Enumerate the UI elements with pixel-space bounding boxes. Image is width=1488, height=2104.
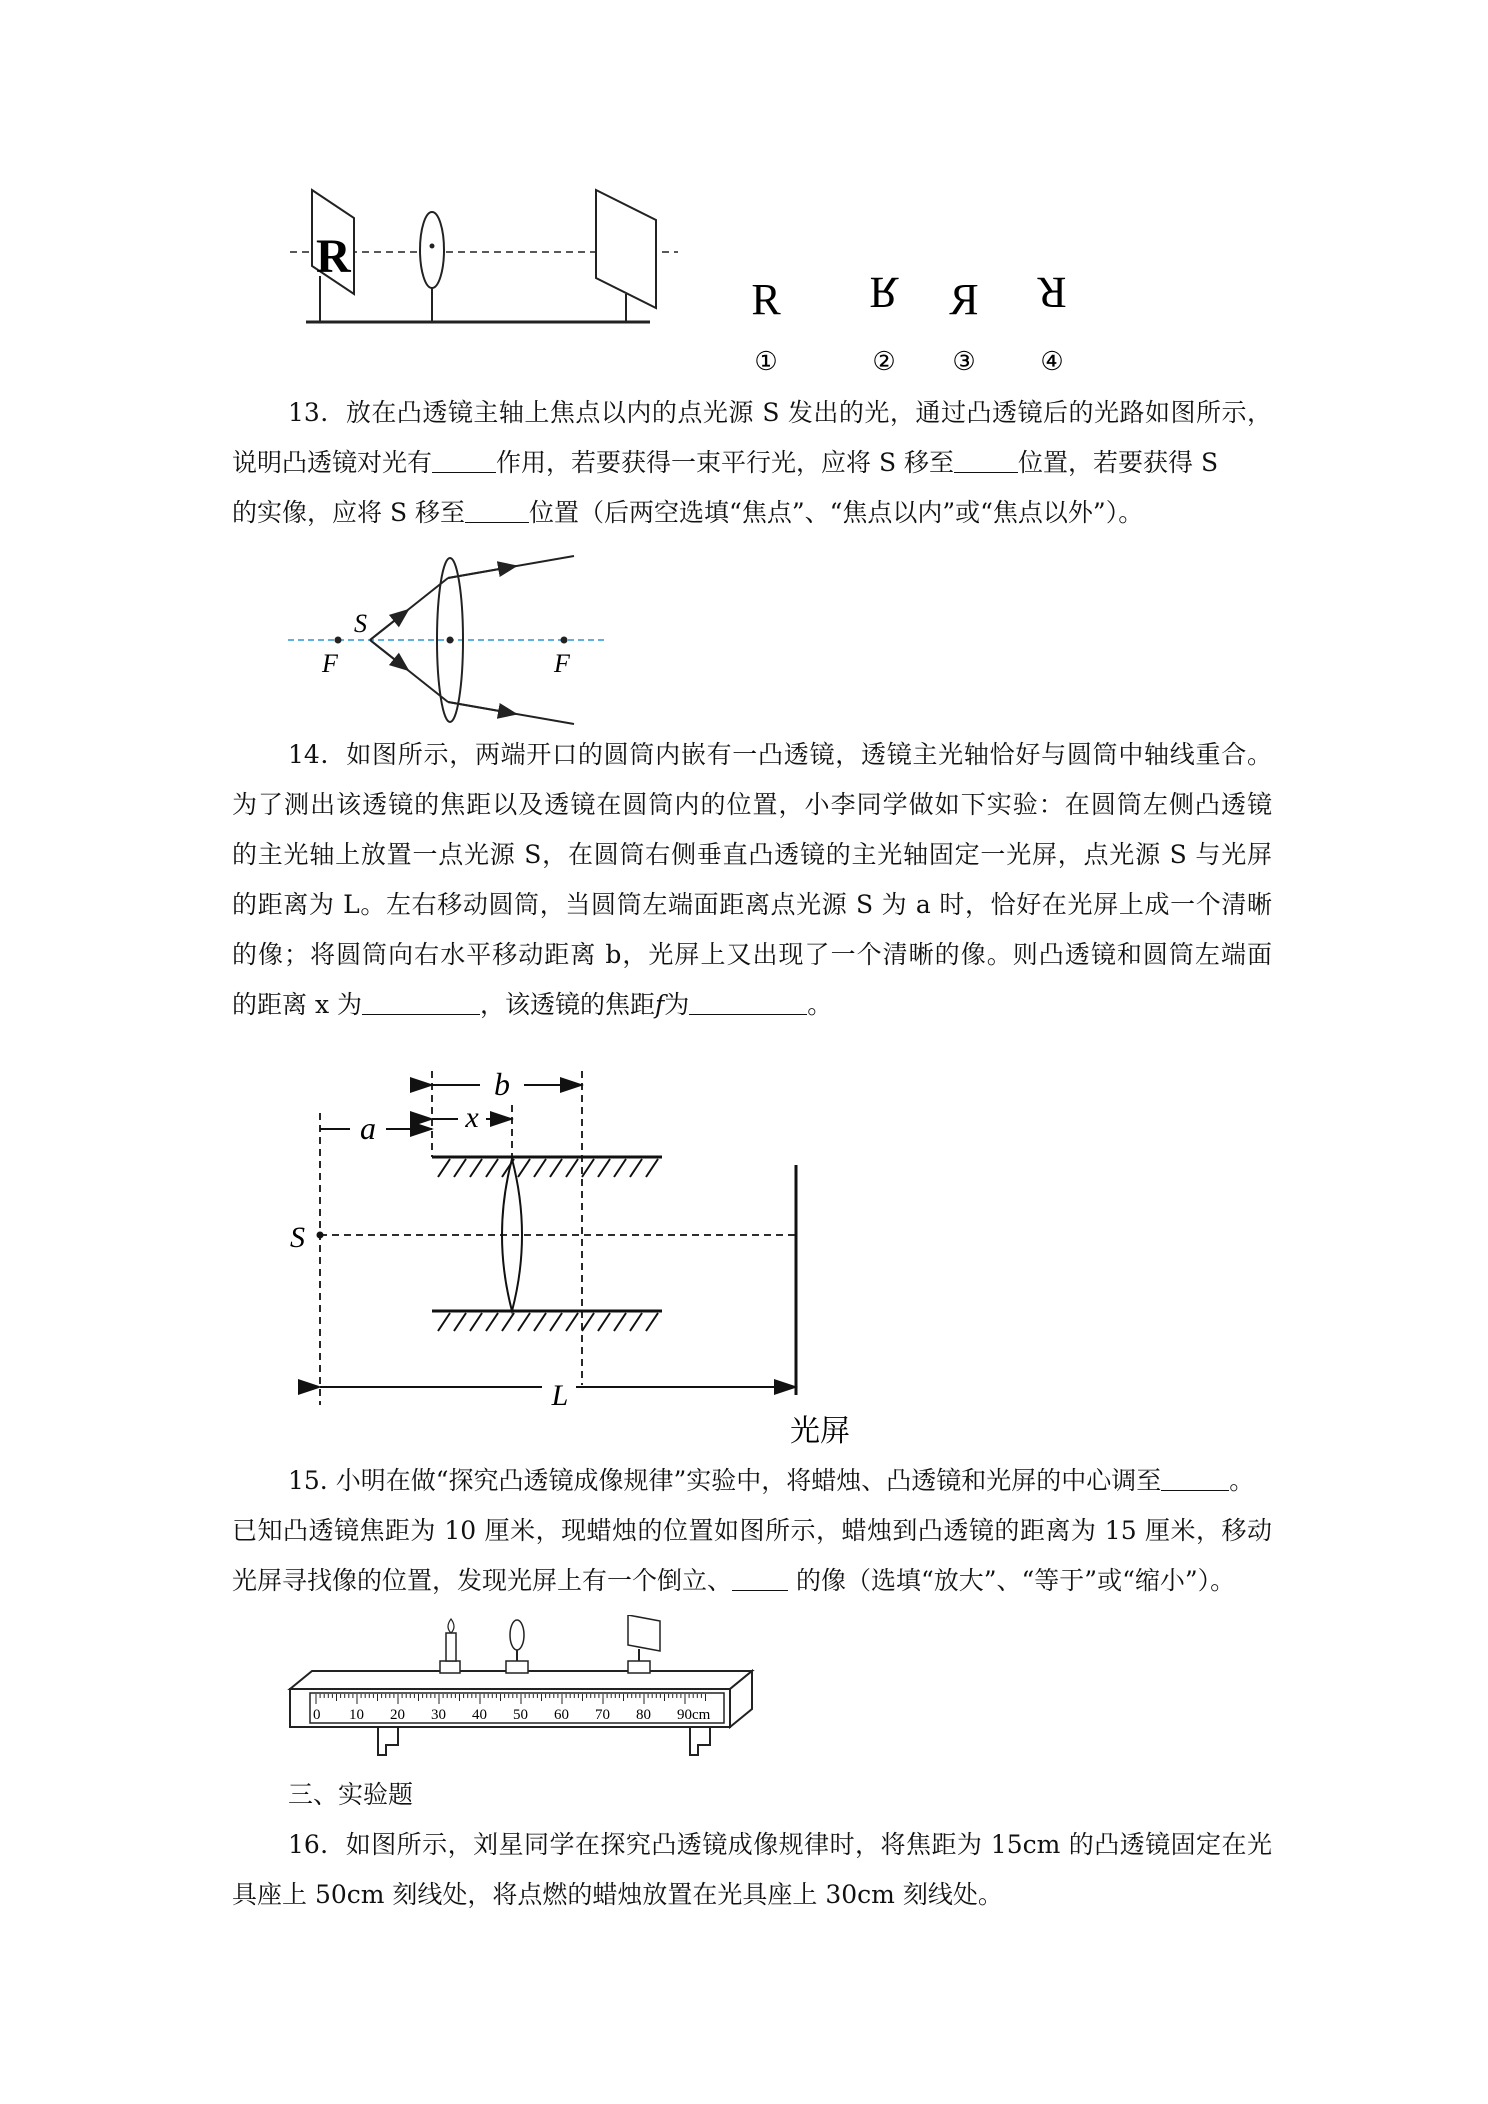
option-1-glyph: R	[751, 275, 781, 324]
q16-line-1: 16．如图所示，刘星同学在探究凸透镜成像规律时，将焦距为 15cm 的凸透镜固定在光	[288, 1830, 1272, 1859]
q13-line-1: 13．放在凸透镜主轴上焦点以内的点光源 S 发出的光，通过凸透镜后的光路如图所示，	[288, 398, 1272, 427]
option-4-glyph: R	[1037, 268, 1067, 317]
q14-line-1: 14．如图所示，两端开口的圆筒内嵌有一凸透镜，透镜主光轴恰好与圆筒中轴线重合。	[288, 740, 1272, 769]
option-3-label: ③	[952, 347, 976, 376]
q14-label-x: x	[465, 1101, 479, 1134]
q14-label-s: S	[290, 1221, 305, 1254]
option-1-label: ①	[754, 347, 778, 376]
q14-label-screen: 光屏	[790, 1415, 850, 1445]
image-options-figure	[730, 262, 1090, 382]
q15-text: 15. 小明在做“探究凸透镜成像规律”实验中，将蜡烛、凸透镜和光屏的中心调至	[288, 1466, 1162, 1495]
q15-text: 的像（选填“放大”、“等于”或“缩小”）。	[788, 1566, 1236, 1595]
q14-text: 的距离 x 为	[232, 990, 362, 1019]
option-4-label: ④	[1040, 347, 1064, 376]
ruler-label: 50	[513, 1707, 528, 1723]
ruler-label: 80	[636, 1707, 651, 1723]
q13-blank-3[interactable]	[465, 496, 529, 523]
q15-blank-1[interactable]	[1161, 1464, 1229, 1491]
q13-line-2	[232, 438, 1272, 488]
ruler-label: 70	[595, 1707, 610, 1723]
q14-line-2: 为了测出该透镜的焦距以及透镜在圆筒内的位置，小李同学做如下实验：在圆筒左侧凸透镜	[232, 790, 1272, 819]
object-letter: R	[316, 230, 351, 283]
q15-text: 。	[1229, 1466, 1255, 1495]
question-15	[232, 1456, 1272, 1606]
q13-blank-1[interactable]	[432, 446, 496, 473]
q14-text: ，该透镜的焦距	[480, 990, 656, 1019]
q14-blank-x[interactable]	[362, 988, 480, 1015]
q16-line-2: 具座上 50cm 刻线处，将点燃的蜡烛放置在光具座上 30cm 刻线处。	[232, 1880, 1003, 1909]
q14-text: 。	[807, 990, 833, 1019]
q13-text: 作用，若要获得一束平行光，应将 S 移至	[496, 448, 955, 477]
option-2	[869, 268, 899, 376]
ruler-label: 90cm	[677, 1707, 711, 1723]
ruler-label: 40	[472, 1707, 487, 1723]
q14-label-b: b	[494, 1066, 510, 1102]
option-2-label: ②	[872, 347, 896, 376]
q13-lens-diagram	[282, 550, 612, 730]
q15-line-1	[232, 1456, 1272, 1506]
q14-line-6	[232, 980, 1272, 1030]
q15-line-2: 已知凸透镜焦距为 10 厘米，现蜡烛的位置如图所示，蜡烛到凸透镜的距离为 15 厘米，移动	[232, 1516, 1272, 1545]
q14-tube-diagram	[280, 1055, 860, 1445]
q15-blank-2[interactable]	[732, 1564, 788, 1591]
ruler-label: 20	[390, 1707, 405, 1723]
q15-optical-bench	[286, 1615, 756, 1765]
ruler-label: 30	[431, 1707, 446, 1723]
option-3	[949, 275, 979, 376]
option-1	[751, 275, 781, 376]
question-16	[232, 1820, 1272, 1920]
q13-label-f-left: F	[322, 649, 338, 678]
q13-label-s: S	[354, 609, 367, 638]
q14-blank-f[interactable]	[689, 988, 807, 1015]
q13-text: 位置（后两空选填“焦点”、“焦点以内”或“焦点以外”）。	[529, 498, 1144, 527]
q14-line-4: 的距离为 L。左右移动圆筒，当圆筒左端面距离点光源 S 为 a 时，恰好在光屏上成一个清晰	[232, 890, 1272, 919]
q14-label-l: L	[551, 1379, 569, 1412]
q13-label-f-right: F	[554, 649, 570, 678]
ruler-label: 60	[554, 1707, 569, 1723]
q13-text: 的实像，应将 S 移至	[232, 498, 466, 527]
q14-line-3: 的主光轴上放置一点光源 S，在圆筒右侧垂直凸透镜的主光轴固定一光屏，点光源 S 与光屏	[232, 840, 1272, 869]
q15-line-3	[232, 1556, 1272, 1606]
section-heading: 三、实验题	[288, 1780, 414, 1809]
question-13	[232, 388, 1272, 538]
q14-label-a: a	[360, 1110, 376, 1146]
question-14	[232, 730, 1272, 1030]
ruler-label: 0	[313, 1707, 321, 1723]
option-2-glyph: R	[869, 268, 899, 317]
option-4	[1037, 268, 1067, 376]
option-3-glyph: R	[949, 275, 979, 324]
q13-line-3	[232, 488, 1272, 538]
q14-text: f	[655, 990, 665, 1019]
q15-text: 光屏寻找像的位置，发现光屏上有一个倒立、	[232, 1566, 733, 1595]
q14-text: 为	[664, 990, 690, 1019]
q13-text: 位置，若要获得 S	[1018, 448, 1219, 477]
q13-blank-2[interactable]	[954, 446, 1018, 473]
q13-text: 说明凸透镜对光有	[232, 448, 433, 477]
ruler-label: 10	[349, 1707, 364, 1723]
r-setup-figure	[290, 180, 690, 340]
q14-line-5: 的像；将圆筒向右水平移动距离 b，光屏上又出现了一个清晰的像。则凸透镜和圆筒左端面	[232, 940, 1272, 969]
